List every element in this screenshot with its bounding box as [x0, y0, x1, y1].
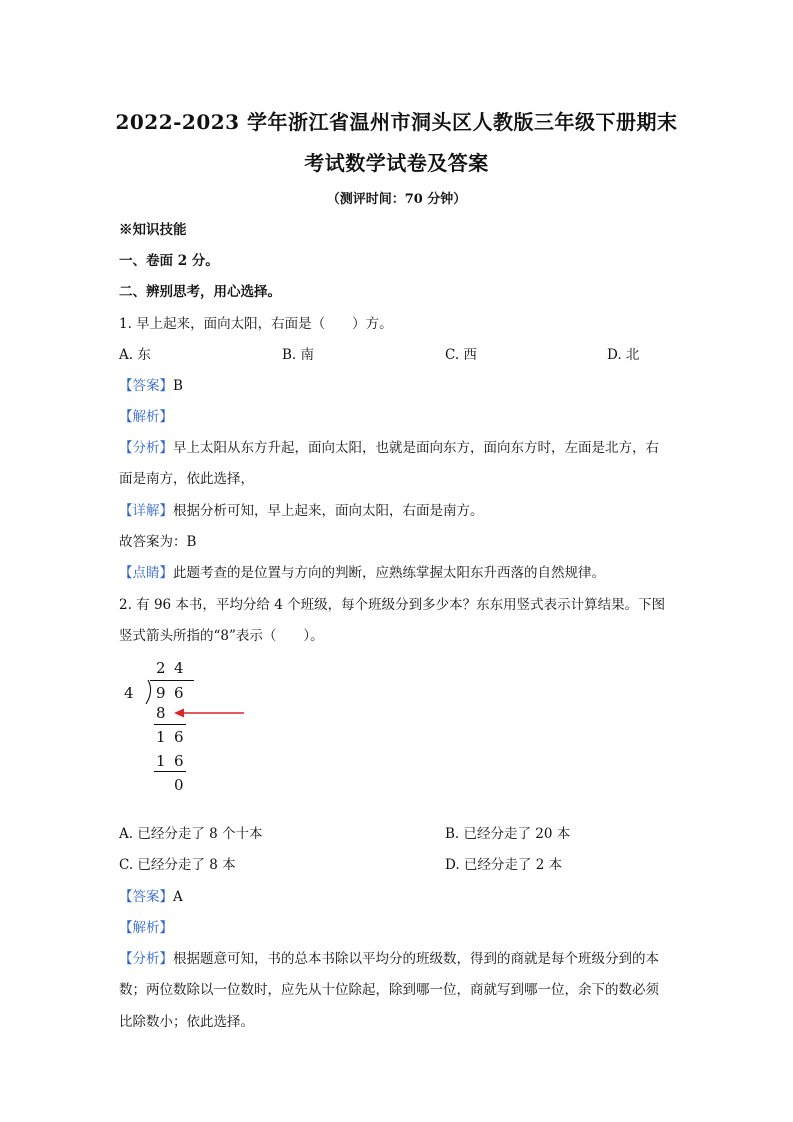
q2-fenxi-line2: 数；两位数除以一位数时，应先从十位除起，除到哪一位，商就写到哪一位，余下的数必须: [119, 982, 659, 998]
section-knowledge: ※知识技能: [119, 222, 187, 238]
step2-ones-digit: 6: [174, 728, 184, 746]
part-two-heading: 二、辨别思考，用心选择。: [119, 284, 281, 300]
q1-answer-line: [119, 374, 183, 394]
q1-xiangjie-text: 根据分析可知，早上起来，面向太阳，右面是南方。: [173, 503, 484, 519]
q2-stem-line2: 竖式箭头所指的“8”表示（ ）。: [119, 628, 324, 644]
q2-option-b: B. 已经分走了 20 本: [445, 826, 571, 842]
division-bracket: [138, 679, 154, 705]
quotient-tens-digit: 2: [156, 659, 166, 677]
doc-subtitle: （测评时间：70 分钟）: [326, 192, 467, 207]
q2-fenxi-line3: 比除数小；依此选择。: [119, 1014, 254, 1030]
dividend-ones-digit: 6: [174, 684, 184, 702]
remainder-digit: 0: [174, 776, 184, 794]
q2-stem-line1: 2. 有 96 本书，平均分给 4 个班级，每个班级分到多少本？东东用竖式表示计算结果。下图: [119, 597, 666, 613]
q2-analysis-tag: 【解析】: [119, 920, 173, 936]
q1-fenxi-line2: 面是南方，依此选择，: [119, 471, 254, 487]
divisor-digit: 4: [124, 684, 134, 702]
step1-digit: 8: [156, 704, 166, 722]
q1-fenxi-text1: 早上太阳从东方升起，面向太阳，也就是面向东方，面向东方时，左面是北方，右: [173, 440, 659, 456]
q1-dianjing-text: 此题考查的是位置与方向的判断，应熟练掌握太阳东升西落的自然规律。: [173, 565, 605, 581]
pointing-arrow-icon: [172, 706, 246, 720]
q1-answer-value: B: [173, 378, 183, 394]
dividend-tens-digit: 9: [156, 684, 166, 702]
q2-fenxi-line1: [119, 947, 659, 967]
step3-underline: [154, 771, 186, 772]
quotient-ones-digit: 4: [174, 659, 184, 677]
q1-option-c: C. 西: [445, 347, 477, 363]
q1-option-d: D. 北: [607, 347, 640, 363]
q1-answer-tag: 【答案】: [119, 378, 173, 394]
q1-stem: 1. 早上起来，面向太阳，右面是（ ）方。: [119, 316, 393, 332]
q1-fenxi-line1: [119, 436, 659, 456]
q2-option-a: A. 已经分走了 8 个十本: [119, 826, 263, 842]
q2-answer-line: [119, 885, 183, 905]
doc-title-line2: 考试数学试卷及答案: [304, 151, 489, 175]
division-bar: [150, 680, 194, 681]
q1-xiangjie-line: [119, 499, 484, 519]
q1-xiangjie-tag: 【详解】: [119, 503, 173, 519]
step3-tens-digit: 1: [156, 752, 166, 770]
q2-fenxi-tag: 【分析】: [119, 951, 173, 967]
step3-ones-digit: 6: [174, 752, 184, 770]
q1-option-b: B. 南: [282, 347, 315, 363]
step1-underline: [154, 724, 186, 725]
q2-fenxi-text1: 根据题意可知，书的总本书除以平均分的班级数，得到的商就是每个班级分到的本: [173, 951, 659, 967]
q1-dianjing-line: [119, 561, 605, 581]
q1-conclusion: 故答案为：B: [119, 534, 197, 550]
q1-dianjing-tag: 【点睛】: [119, 565, 173, 581]
q1-fenxi-tag: 【分析】: [119, 440, 173, 456]
q1-analysis-tag: 【解析】: [119, 409, 173, 425]
q1-option-a: A. 东: [119, 347, 151, 363]
q2-answer-value: A: [173, 889, 183, 905]
part-one-heading: 一、卷面 2 分。: [119, 253, 219, 269]
step2-tens-digit: 1: [156, 728, 166, 746]
q2-option-d: D. 已经分走了 2 本: [445, 857, 563, 873]
doc-title-line1: 2022-2023 学年浙江省温州市洞头区人教版三年级下册期末: [115, 110, 678, 134]
q2-answer-tag: 【答案】: [119, 889, 173, 905]
q2-option-c: C. 已经分走了 8 本: [119, 857, 236, 873]
